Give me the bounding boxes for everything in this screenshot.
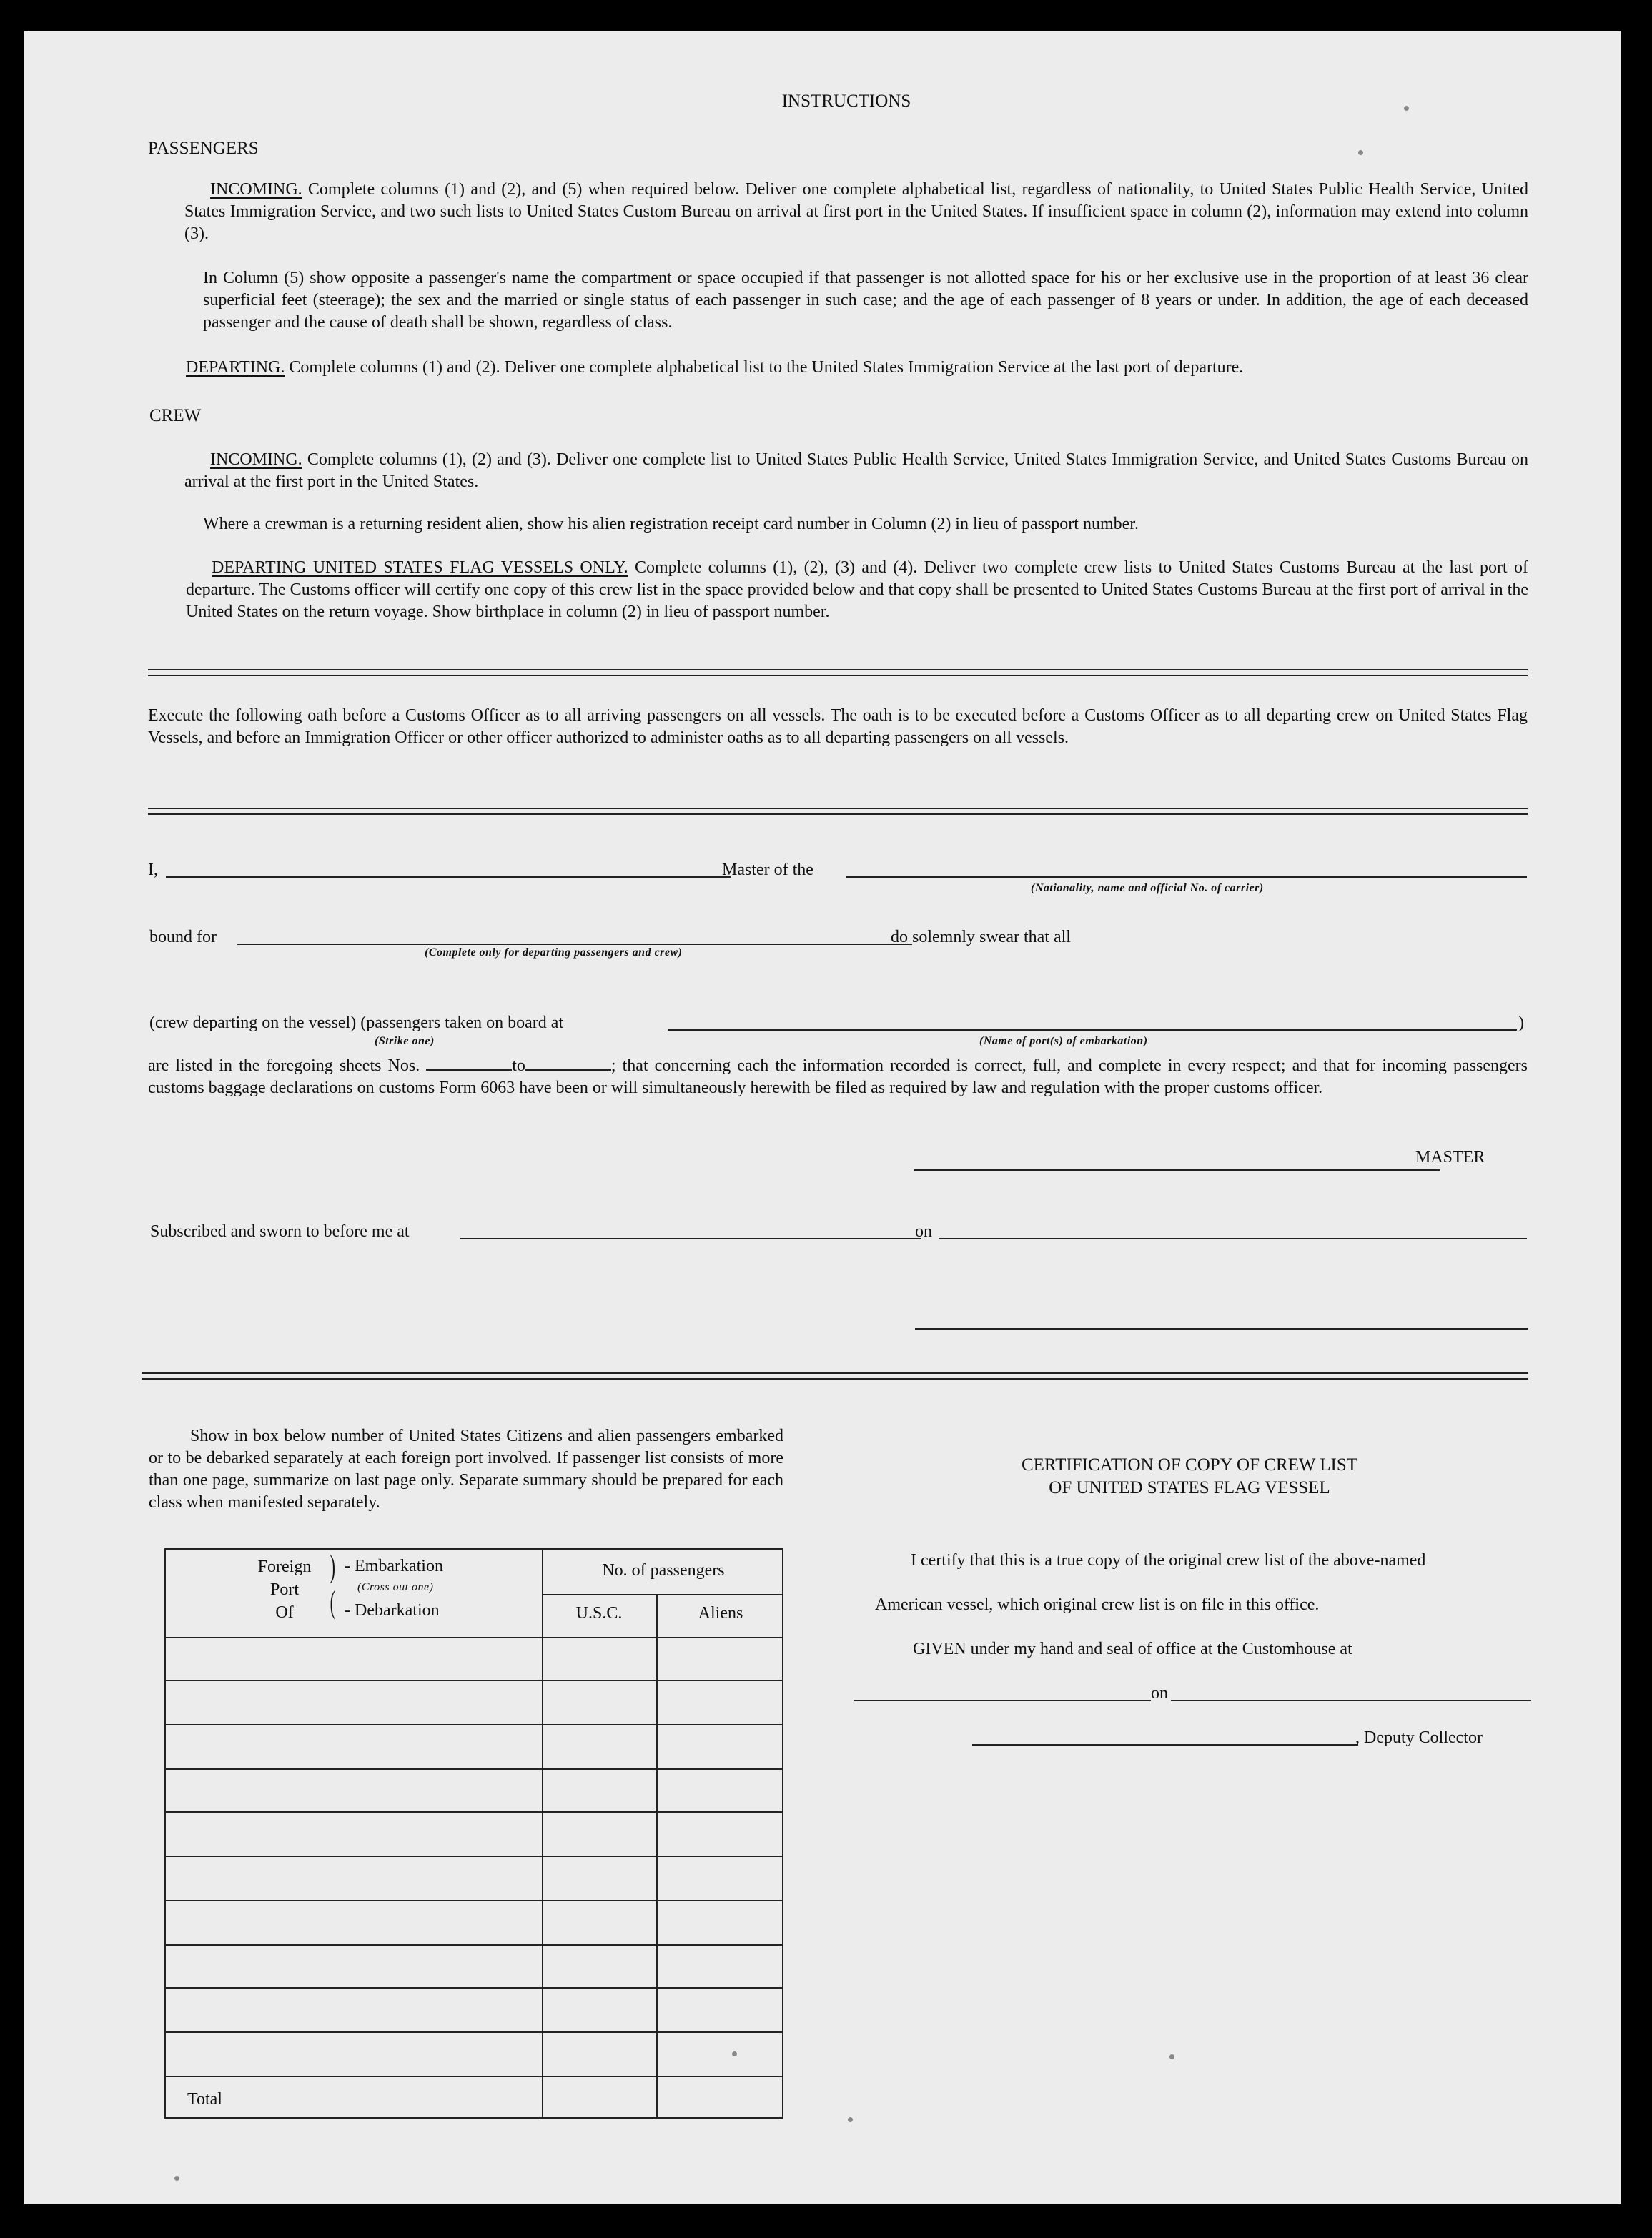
passengers-heading: PASSENGERS [148, 139, 259, 158]
master-name-blank[interactable] [166, 876, 731, 878]
passengers-incoming-label: INCOMING. [210, 180, 302, 199]
foreign-port-of-label [249, 1555, 320, 1624]
listed-text: ; that concerning each the information recorded is correct, full, and complete in every respect; and that for incoming passengers customs baggage declarations on customs Form 6063 have been or will simultaneously herewith be filed as required by law and regulation with the proper customs officer. [148, 1056, 1528, 1097]
sheet-from-blank[interactable] [426, 1069, 512, 1071]
officer-signature-blank[interactable] [915, 1328, 1528, 1330]
deputy-collector-label: , Deputy Collector [1355, 1728, 1483, 1747]
master-of-label: Master of the [722, 861, 813, 879]
passengers-incoming-paragraph [184, 179, 1528, 245]
table-row-rule [166, 1987, 782, 1989]
crew-resident-paragraph: Where a crewman is a returning resident alien, show his alien registration receipt card number in Column (2) in lieu of passport number. [203, 515, 1139, 533]
passengers-incoming-text: Complete columns (1) and (2), and (5) when required below. Deliver one complete alphabetical list, regardless of nationality, to United States Public Health Service, United States Immigration Service, and two such lists to United States Custom Bureau on arrival at first port in the United States. If insufficient space in column (2), information may extend into column (3). [184, 180, 1528, 243]
certification-line1: I certify that this is a true copy of the original crew list of the above-named [911, 1551, 1426, 1570]
master-label: MASTER [1415, 1148, 1485, 1167]
sheet-to-blank[interactable] [525, 1069, 611, 1071]
ports-caption: (Name of port(s) of embarkation) [979, 1035, 1148, 1047]
complete-caption: (Complete only for departing passengers and crew) [425, 946, 683, 959]
subscribed-label: Subscribed and sworn to before me at [150, 1222, 410, 1241]
passengers-departing-label: DEPARTING. [186, 358, 285, 377]
swear-label: do solemnly swear that all [891, 928, 1071, 946]
usc-header: U.S.C. [575, 1604, 623, 1623]
certification-line3: GIVEN under my hand and seal of office at the Customhouse at [913, 1640, 1352, 1658]
document-page [24, 31, 1621, 2204]
aliens-header: Aliens [698, 1604, 743, 1623]
crew-departing-paragraph [186, 557, 1528, 623]
divider-rule [148, 808, 1528, 809]
close-paren: ) [1518, 1014, 1524, 1032]
divider-rule [148, 669, 1528, 670]
vessel-name-blank[interactable] [846, 876, 1527, 878]
no-passengers-header: No. of passengers [602, 1561, 725, 1580]
summary-intro: Show in box below number of United States Citizens and alien passengers embarked or to be debarked separately at each foreign port involved. If passenger list consists of more than one page, summarize on last page only. Separate summary should be prepared for each class when manifested separately. [149, 1427, 783, 1512]
crew-departing-label: DEPARTING UNITED STATES FLAG VESSELS ONLY. [212, 558, 628, 577]
table-row-rule [166, 1811, 782, 1813]
subscribed-place-blank[interactable] [460, 1238, 921, 1239]
certification-title-line1: CERTIFICATION OF COPY OF CREW LIST [1021, 1455, 1358, 1475]
customhouse-place-blank[interactable] [854, 1700, 1151, 1701]
crew-departing-text: Complete columns (1), (2), (3) and (4). Deliver two complete crew lists to United States Customs Bureau at the last port of departure. The Customs officer will certify one copy of this crew list in the space provided below and that copy shall be presented to United States Customs Bureau at the first port of arrival in the United States on the return voyage. Show birthplace in column (2) in lieu of passport number. [186, 558, 1529, 621]
divider-rule [142, 1378, 1528, 1380]
brace-right-icon: ) [330, 1549, 335, 1584]
bound-for-label: bound for [149, 928, 217, 946]
debarkation-label: - Debarkation [345, 1601, 440, 1620]
table-row-rule [166, 2031, 782, 2033]
divider-rule [148, 675, 1528, 676]
foreign-label: Foreign [257, 1558, 312, 1576]
oath-intro: Execute the following oath before a Customs Officer as to all arriving passengers on all vessels. The oath is to be executed before a Customs Officer as to all departing crew on United States Flag Vessels, and before an Immigration Officer or other officer authorized to administer oaths as to all departing passengers on all vessels. [148, 706, 1528, 747]
table-row-rule [166, 1768, 782, 1770]
scan-speck [174, 2176, 179, 2181]
table-row-rule [166, 1637, 782, 1638]
table-row-rule [166, 2076, 782, 2077]
passengers-departing-text: Complete columns (1) and (2). Deliver one complete alphabetical list to the United States Immigration Service at the last port of departure. [289, 358, 1244, 377]
listed-paragraph [148, 1055, 1528, 1099]
certification-on-label: on [1151, 1684, 1168, 1703]
scan-speck [1358, 150, 1363, 155]
passengers-column5-paragraph: In Column (5) show opposite a passenger's name the compartment or space occupied if that passenger is not allotted space for his or her exclusive use in the proportion of at least 36 clear superficial feet (steerage); the sex and the married or single status of each passenger in such case; and the age of each passenger of 8 years or under. In addition, the age of each deceased passenger and the cause of death shall be shown, regardless of class. [203, 269, 1528, 332]
table-row-rule [166, 1900, 782, 1901]
cross-out-caption: (Cross out one) [357, 1581, 434, 1593]
table-header-rule [542, 1594, 782, 1595]
brace-left-icon: ( [330, 1585, 335, 1620]
scan-speck [848, 2117, 853, 2122]
embarkation-ports-blank[interactable] [668, 1029, 1517, 1031]
table-row-rule [166, 1944, 782, 1946]
crew-departing-label: (crew departing on the vessel) (passengers taken on board at [149, 1014, 564, 1032]
nationality-caption: (Nationality, name and official No. of carrier) [1031, 882, 1264, 894]
bound-for-blank[interactable] [237, 944, 912, 945]
scan-speck [732, 2051, 737, 2056]
scan-speck [1404, 106, 1409, 111]
page-title: INSTRUCTIONS [781, 91, 911, 111]
certification-date-blank[interactable] [1171, 1700, 1531, 1701]
passengers-departing-paragraph [186, 357, 1243, 379]
embarkation-label: - Embarkation [345, 1557, 443, 1575]
certification-title [868, 1454, 1511, 1500]
crew-incoming-label: INCOMING. [210, 450, 302, 469]
crew-incoming-text: Complete columns (1), (2) and (3). Deliver one complete list to United States Public Health Service, United States Immigration Service, and United States Customs Bureau on arrival at the first port in the United States. [184, 450, 1529, 491]
deputy-collector-signature-blank[interactable] [972, 1744, 1358, 1746]
table-row-rule [166, 1724, 782, 1725]
subscribed-on-label: on [915, 1222, 932, 1241]
passenger-summary-table [164, 1548, 783, 2119]
table-row-rule [166, 1680, 782, 1681]
total-label: Total [187, 2090, 222, 2109]
of-label: Of [275, 1603, 294, 1622]
crew-incoming-paragraph [184, 449, 1528, 493]
listed-label: are listed in the foregoing sheets Nos. [148, 1056, 420, 1075]
strike-caption: (Strike one) [375, 1035, 435, 1047]
certification-line2: American vessel, which original crew list is on file in this office. [875, 1595, 1320, 1614]
certification-title-line2: OF UNITED STATES FLAG VESSEL [1049, 1478, 1330, 1497]
oath-i-label: I, [148, 861, 158, 879]
divider-rule [142, 1372, 1528, 1374]
scan-speck [1169, 2054, 1174, 2059]
crew-heading: CREW [149, 406, 202, 425]
to-label: to [512, 1056, 525, 1075]
master-signature-blank[interactable] [914, 1169, 1440, 1171]
divider-rule [148, 813, 1528, 815]
subscribed-date-blank[interactable] [939, 1238, 1527, 1239]
table-row-rule [166, 1856, 782, 1857]
port-label: Port [269, 1580, 299, 1599]
